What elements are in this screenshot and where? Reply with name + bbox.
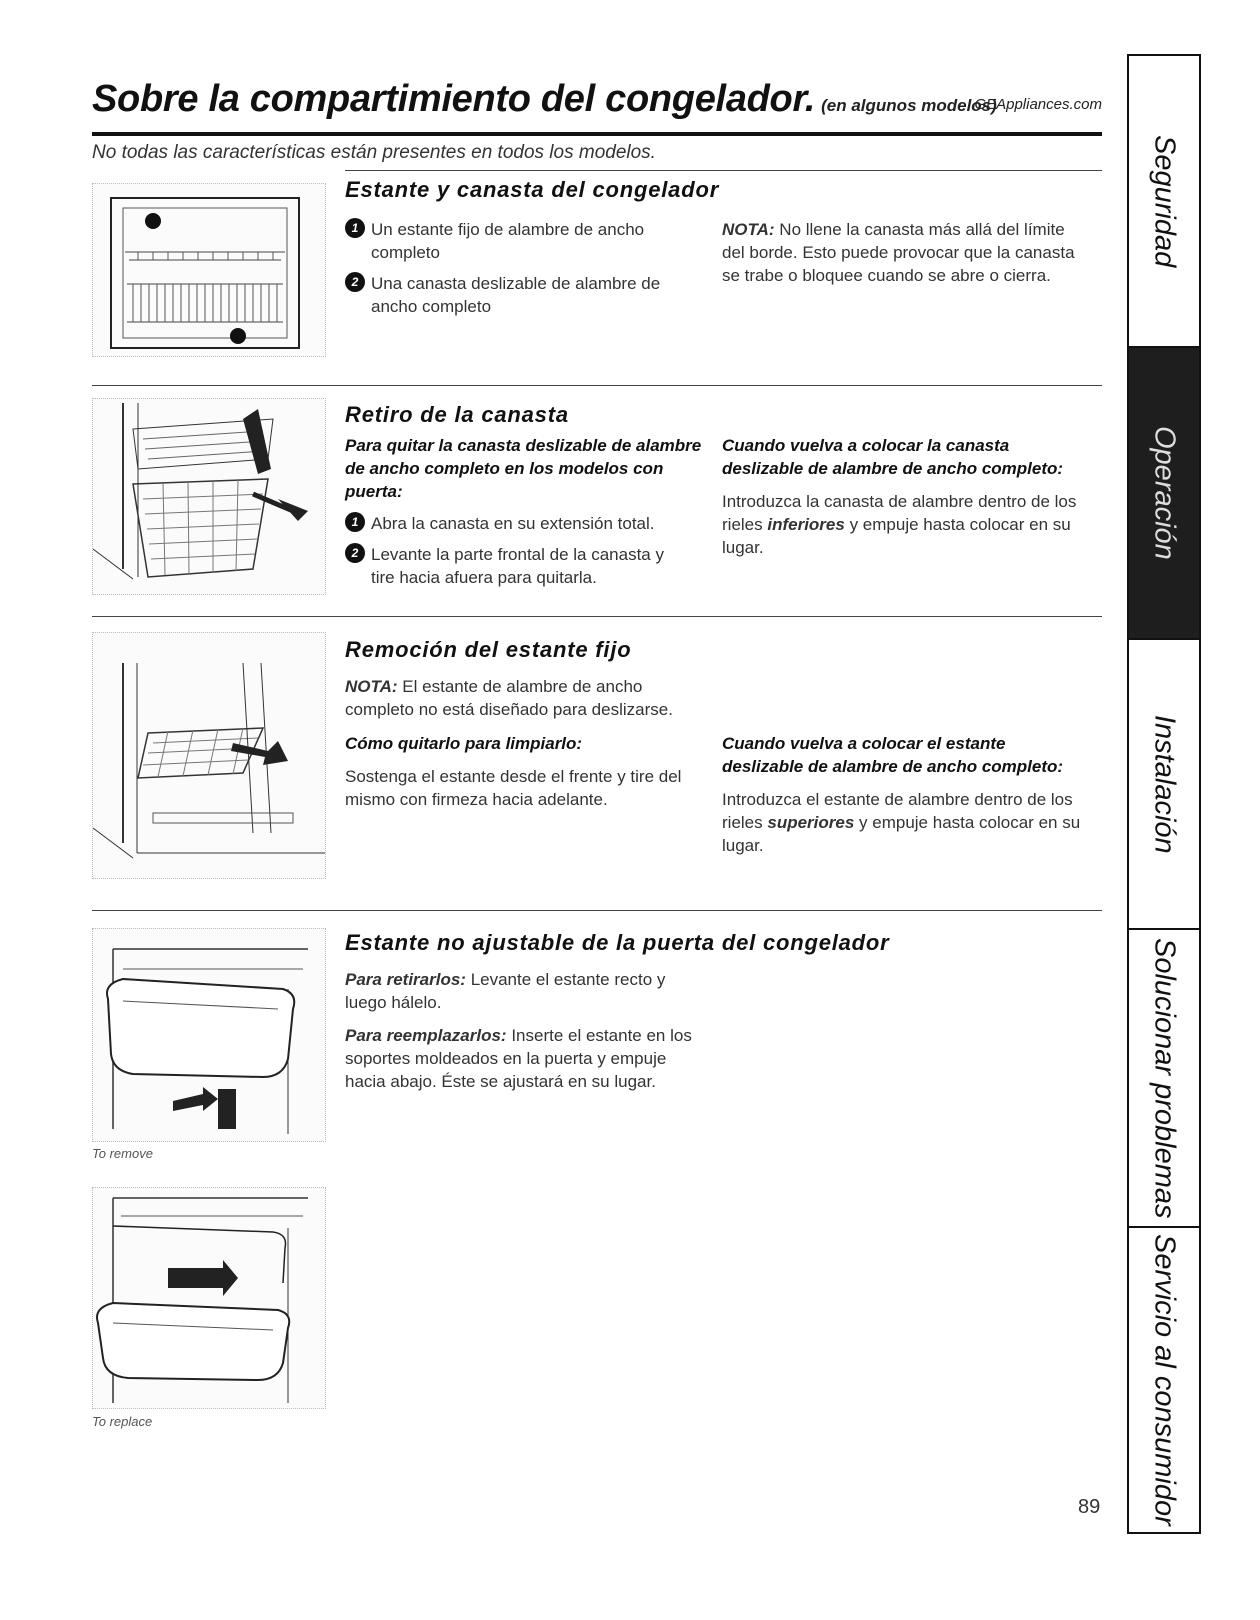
replace-text-emphasis: superiores	[767, 813, 855, 832]
section1-items	[345, 218, 685, 326]
list-item	[345, 512, 690, 535]
step-number-badge: 1	[345, 218, 365, 238]
shelf-replace-text	[722, 788, 1082, 857]
door-shelf-replace-illustration	[92, 1187, 326, 1409]
basket-removal-lead: Para quitar la canasta deslizable de alambre de ancho completo en los modelos con puerta:	[345, 436, 702, 501]
section-divider	[92, 616, 1102, 617]
shelf-replace-lead: Cuando vuelva a colocar el estante deslizable de alambre de ancho completo:	[722, 734, 1064, 776]
note-text: No llene la canasta más allá del límite del borde. Esto puede provocar que la canasta se trabe o bloquee cuando se abre o cierra.	[722, 220, 1075, 285]
list-item-text: Una canasta deslizable de alambre de ancho completo	[371, 274, 661, 316]
fixed-shelf-note	[345, 675, 690, 721]
list-item	[345, 543, 690, 589]
tab-servicio-al-consumidor[interactable]	[1129, 1228, 1199, 1532]
caption-to-replace: To replace	[92, 1414, 153, 1429]
list-item	[345, 218, 685, 264]
section-heading-fixed-shelf: Remoción del estante fijo	[345, 637, 632, 662]
page-title-suffix: (en algunos modelos)	[821, 96, 997, 115]
door-shelf-remove-illustration	[92, 928, 326, 1142]
list-item	[345, 272, 685, 318]
section-tabs	[1127, 54, 1201, 1534]
tab-label: Solucionar problemas	[1148, 937, 1181, 1219]
replace-text-post: y empuje hasta colocar en su lugar.	[722, 515, 1071, 557]
replace-text-pre: Introduzca el estante de alambre dentro de los rieles	[722, 790, 1073, 832]
basket-removal-illustration	[92, 398, 326, 595]
replace-label: Para reemplazarlos:	[345, 1026, 507, 1045]
list-item-text: Abra la canasta en su extensión total.	[371, 514, 655, 533]
tab-label: Servicio al consumidor	[1148, 1234, 1181, 1526]
tab-label: Instalación	[1148, 714, 1181, 854]
basket-replace-lead: Cuando vuelva a colocar la canasta deslizable de alambre de ancho completo:	[722, 436, 1064, 478]
subtitle-rule	[345, 170, 1102, 171]
section-divider	[92, 910, 1102, 911]
note-text: El estante de alambre de ancho completo no está diseñado para deslizarse.	[345, 677, 673, 719]
clean-lead: Cómo quitarlo para limpiarlo:	[345, 734, 583, 753]
list-item-text: Levante la parte frontal de la canasta y tire hacia afuera para quitarla.	[371, 545, 664, 587]
section-heading-shelf-basket: Estante y canasta del congelador	[345, 177, 720, 202]
step-number-badge: 2	[345, 272, 365, 292]
note-label: NOTA:	[722, 220, 775, 239]
section-heading-basket-removal: Retiro de la canasta	[345, 402, 569, 427]
replace-text-post: y empuje hasta colocar en su lugar.	[722, 813, 1081, 855]
header-rule	[92, 132, 1102, 136]
tab-label: Seguridad	[1148, 134, 1181, 268]
tab-instalacion[interactable]	[1129, 640, 1199, 930]
section2-items	[345, 512, 690, 597]
tab-operacion[interactable]	[1129, 348, 1199, 640]
replace-text-pre: Introduzca la canasta de alambre dentro de los rieles	[722, 492, 1077, 534]
step-number-badge: 2	[345, 543, 365, 563]
step-number-badge: 1	[345, 512, 365, 532]
page-subtitle: No todas las características están presentes en todos los modelos.	[92, 142, 656, 163]
list-item-text: Un estante fijo de alambre de ancho completo	[371, 220, 645, 262]
door-shelf-replace-text	[345, 1024, 695, 1093]
website-link[interactable]: GEAppliances.com	[974, 96, 1102, 113]
page-title: Sobre la compartimiento del congelador.	[92, 78, 816, 120]
clean-text: Sostenga el estante desde el frente y tire del mismo con firmeza hacia adelante.	[345, 767, 682, 809]
tab-solucionar-problemas[interactable]	[1129, 930, 1199, 1228]
tab-seguridad[interactable]	[1129, 56, 1199, 348]
section-divider	[92, 385, 1102, 386]
replace-text-emphasis: inferiores	[767, 515, 845, 534]
caption-to-remove: To remove	[92, 1146, 153, 1161]
page-number: 89	[1078, 1496, 1101, 1518]
freezer-shelf-basket-illustration	[92, 183, 326, 357]
fixed-shelf-removal-illustration	[92, 632, 326, 879]
section-heading-door-shelf: Estante no ajustable de la puerta del congelador	[345, 930, 890, 955]
basket-replace-text	[722, 490, 1082, 559]
note-label: NOTA:	[345, 677, 398, 696]
tab-label: Operación	[1148, 426, 1181, 560]
page-header	[92, 78, 1102, 128]
door-shelf-remove-text	[345, 968, 695, 1014]
replace-text: Inserte el estante en los soportes moldeados en la puerta y empuje hacia abajo. Éste se ajustará en su lugar.	[345, 1026, 692, 1091]
remove-text: Levante el estante recto y luego hálelo.	[345, 970, 666, 1012]
section1-note	[722, 218, 1087, 287]
remove-label: Para retirarlos:	[345, 970, 466, 989]
